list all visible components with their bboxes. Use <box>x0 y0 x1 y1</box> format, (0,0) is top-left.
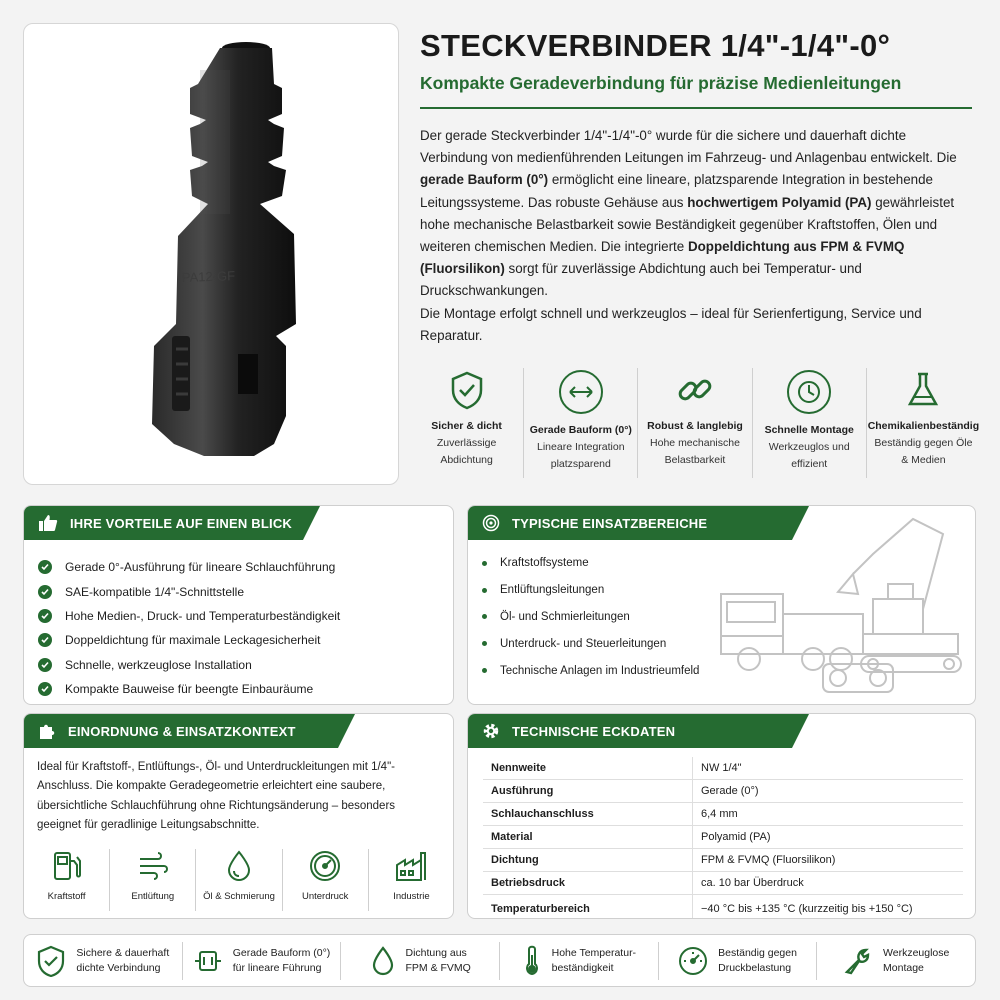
context-icon-label: Industrie <box>393 891 430 902</box>
list-item <box>482 657 699 684</box>
feature-subtitle: Werkzeuglos und effizient <box>768 441 850 470</box>
bottom-feature-item <box>817 942 975 980</box>
desc-bold: Doppeldichtung aus FPM & FVMQ (Fluorsilikon) <box>420 239 905 277</box>
shield-check-icon <box>447 370 487 410</box>
desc-text: Die Montage erfolgt schnell und werkzeuglos – ideal für Serienfertigung, Service und Reparatur. <box>420 305 922 343</box>
bottom-feature-label: Dichtung aus FPM & FVMQ <box>405 946 471 974</box>
check-icon <box>38 633 52 647</box>
gauge-icon <box>308 849 342 883</box>
advantages-header <box>24 506 303 540</box>
table-row <box>483 803 963 826</box>
table-row <box>483 826 963 849</box>
bullet-icon <box>482 614 487 619</box>
spec-value: Polyamid (PA) <box>693 826 964 849</box>
bullet-icon <box>482 668 487 673</box>
gear-icon <box>482 722 500 740</box>
spec-value: NW 1/4" <box>693 757 964 780</box>
chain-link-icon <box>675 370 715 410</box>
bottom-feature-label: Sichere & dauerhaft dichte Verbindung <box>76 946 170 974</box>
list-item-label: Hohe Medien-, Druck- und Temperaturbeständigkeit <box>65 608 341 623</box>
table-row <box>483 757 963 780</box>
desc-text: sorgt für zuverlässige Abdichtung auch bei Temperatur- und Druckschwankungen. <box>420 261 862 299</box>
table-row <box>483 849 963 872</box>
list-item <box>482 630 699 657</box>
context-icon-item <box>24 849 110 911</box>
fuel-pump-icon <box>50 849 84 883</box>
list-item <box>38 628 340 652</box>
spec-key: Dichtung <box>483 849 693 872</box>
desc-bold: gerade Bauform (0°) <box>420 172 549 188</box>
page-subtitle: Kompakte Geradeverbindung für präzise Medienleitungen <box>420 73 902 93</box>
wrench-icon <box>843 946 873 976</box>
table-row <box>483 872 963 895</box>
flask-icon <box>903 370 943 410</box>
feature-subtitle: Hohe mechanische Belastbarkeit <box>650 437 740 466</box>
bottom-feature-item <box>183 942 342 980</box>
list-item-label: Technische Anlagen im Industrieumfeld <box>500 664 700 677</box>
list-item-label: Schnelle, werkzeuglose Installation <box>65 657 252 672</box>
list-item-label: SAE-kompatible 1/4"-Schnittstelle <box>65 584 245 599</box>
target-icon <box>482 514 500 532</box>
table-row <box>483 780 963 803</box>
table-row <box>483 895 963 920</box>
desc-text: gewährleistet hohe mechanische Belastbarkeit sowie Beständigkeit gegenüber Kraftstoffen, Ölen und weiteren chemischen Medien. Die integrierte <box>420 194 955 255</box>
feature-title: Chemikalienbeständig <box>867 420 980 432</box>
specs-header <box>468 714 792 748</box>
check-icon <box>38 658 52 672</box>
spec-value: 6,4 mm <box>693 803 964 826</box>
bottom-feature-bar <box>23 934 976 987</box>
feature-item <box>524 368 638 478</box>
feature-title: Robust & langlebig <box>647 420 743 432</box>
bottom-feature-item <box>500 942 659 980</box>
puzzle-icon <box>38 722 56 740</box>
bottom-feature-label: Werkzeuglose Montage <box>883 946 950 974</box>
clock-icon <box>787 370 831 414</box>
title-divider <box>420 107 972 109</box>
specs-card <box>467 713 976 919</box>
embossed-text: PA12-GF <box>181 268 236 285</box>
applications-list <box>482 550 699 684</box>
shield-check-icon <box>36 945 66 977</box>
desc-text: ermöglicht eine lineare, platzsparende Integration in bestehende Leitungssysteme. Das robuste Gehäuse aus <box>420 172 934 210</box>
connector-icon <box>193 946 223 976</box>
advantages-list <box>38 555 340 701</box>
list-item <box>482 604 699 631</box>
feature-item <box>753 368 867 478</box>
bullet-icon <box>482 588 487 593</box>
list-item <box>482 550 699 577</box>
desc-text: Der gerade Steckverbinder 1/4"-1/4"-0° wurde für die sichere und dauerhaft dichte Verbindung von medienführenden Leitungen im Fahrzeug- und Anlagenbau entwickelt. Die <box>420 128 957 166</box>
list-item <box>482 577 699 604</box>
arrows-horizontal-icon <box>559 370 603 414</box>
feature-subtitle: Zuverlässige Abdichtung <box>436 437 497 466</box>
feature-item <box>410 368 524 478</box>
context-icon-label: Öl & Schmierung <box>203 891 275 902</box>
spec-value: −40 °C bis +135 °C (kurzzeitig bis +150 °C) <box>701 903 913 915</box>
product-image <box>24 24 400 486</box>
feature-item <box>867 368 980 478</box>
spec-key: Ausführung <box>483 780 693 803</box>
context-icon-label: Kraftstoff <box>47 891 86 902</box>
vehicles-illustration <box>713 514 975 704</box>
spec-key: Betriebsdruck <box>483 872 693 895</box>
list-item <box>38 653 340 677</box>
bottom-feature-item <box>24 942 183 980</box>
feature-title: Sicher & dicht <box>431 420 502 432</box>
list-item <box>38 604 340 628</box>
spec-key: Material <box>483 826 693 849</box>
bullet-icon <box>482 641 487 646</box>
feature-row <box>410 368 980 478</box>
spec-value: FPM & FVMQ (Fluorsilikon) <box>693 849 964 872</box>
context-icon-row <box>24 849 454 911</box>
check-icon <box>38 682 52 696</box>
drop-icon <box>370 946 396 976</box>
specs-title: TECHNISCHE ECKDATEN <box>512 723 676 739</box>
check-icon <box>38 609 52 623</box>
bullet-icon <box>482 561 487 566</box>
context-card <box>23 713 454 919</box>
context-title: EINORDNUNG & EINSATZKONTEXT <box>68 723 296 739</box>
thermometer-icon <box>522 945 542 977</box>
spec-value: ca. 10 bar Überdruck <box>693 872 964 895</box>
list-item-label: Gerade 0°-Ausführung für lineare Schlauchführung <box>65 560 336 575</box>
bottom-feature-label: Beständig gegen Druckbelastung <box>718 946 797 974</box>
gauge-icon <box>678 946 708 976</box>
advantages-title: IHRE VORTEILE AUF EINEN BLICK <box>70 515 292 531</box>
check-icon <box>38 560 52 574</box>
bottom-feature-label: Hohe Temperatur- beständigkeit <box>551 946 637 974</box>
factory-icon <box>394 849 428 883</box>
oil-drop-icon <box>222 849 256 883</box>
spec-key: Temperaturbereich <box>483 895 693 920</box>
spec-value: Gerade (0°) <box>693 780 964 803</box>
list-item-label: Entlüftungsleitungen <box>500 584 605 597</box>
list-item-label: Kompakte Bauweise für beengte Einbauräume <box>65 682 314 697</box>
product-image-panel <box>23 23 399 485</box>
context-icon-label: Entlüftung <box>131 891 175 902</box>
context-icon-label: Unterdruck <box>301 891 349 902</box>
context-text: Ideal für Kraftstoff-, Entlüftungs-, Öl- und Unterdruckleitungen mit 1/4"-Anschluss. Die kompakte Geradegeometrie erleichtert eine saubere, übersichtliche Schlauchführung ohne Richtungsänderung – besonders geeignet für geradlinige Leitungsabschnitte. <box>37 761 396 832</box>
bottom-feature-item <box>341 942 500 980</box>
thumbs-up-icon <box>38 514 58 532</box>
feature-title: Gerade Bauform (0°) <box>529 424 632 436</box>
list-item-label: Unterdruck- und Steuerleitungen <box>500 637 667 650</box>
spec-key: Nennweite <box>483 757 693 780</box>
feature-item <box>638 368 752 478</box>
context-icon-item <box>196 849 282 911</box>
context-icon-item <box>369 849 454 911</box>
list-item <box>38 579 340 603</box>
context-icon-item <box>283 849 369 911</box>
air-flow-icon <box>136 849 170 883</box>
advantages-card <box>23 505 454 705</box>
feature-subtitle: Beständig gegen Öle & Medien <box>874 437 973 466</box>
context-icon-item <box>110 849 196 911</box>
list-item-label: Kraftstoffsysteme <box>500 557 589 570</box>
list-item-label: Doppeldichtung für maximale Leckagesicherheit <box>65 633 321 648</box>
feature-subtitle: Lineare Integration platzsparend <box>537 441 625 470</box>
list-item <box>38 677 340 701</box>
applications-title: TYPISCHE EINSATZBEREICHE <box>512 515 708 531</box>
product-description <box>420 125 975 347</box>
bottom-feature-label: Gerade Bauform (0°) für lineare Führung <box>232 946 331 974</box>
spec-key: Schlauchanschluss <box>483 803 693 826</box>
feature-title: Schnelle Montage <box>764 424 854 436</box>
check-icon <box>38 585 52 599</box>
page-title: STECKVERBINDER 1/4"-1/4"-0° <box>420 28 891 63</box>
desc-bold: hochwertigem Polyamid (PA) <box>687 194 872 210</box>
list-item-label: Öl- und Schmierleitungen <box>500 610 630 623</box>
context-header <box>24 714 338 748</box>
bottom-feature-item <box>659 942 818 980</box>
applications-card <box>467 505 976 705</box>
list-item <box>38 555 340 579</box>
specs-table <box>483 757 963 919</box>
